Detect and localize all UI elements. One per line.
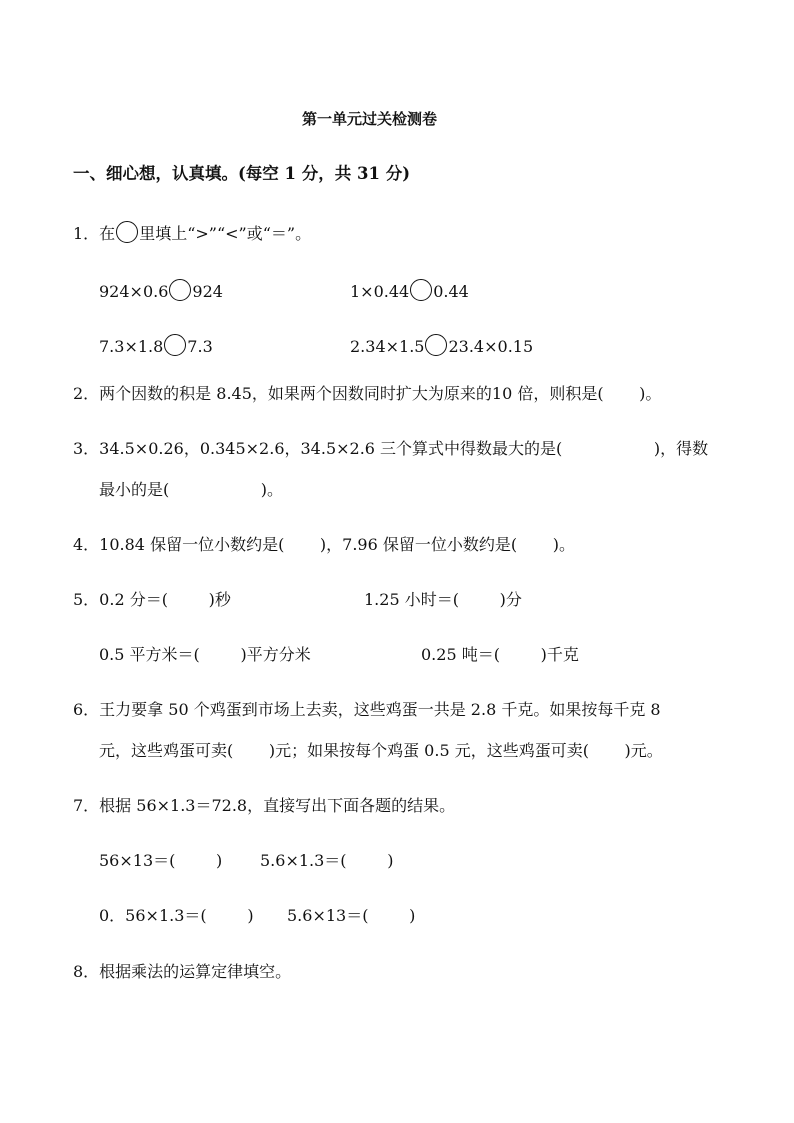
question-5b: 1.25 小时＝( )分 <box>364 590 522 609</box>
circle-blank[interactable] <box>116 221 138 243</box>
question-7c: 0．56×1.3＝( ) <box>99 906 254 925</box>
page-title: 第一单元过关检测卷 <box>302 110 438 128</box>
question-2: 2．两个因数的积是 8.45，如果两个因数同时扩大为原来的10 倍，则积是( )。 <box>73 384 662 403</box>
circle-blank[interactable] <box>410 279 432 301</box>
question-6-line1: 6．王力要拿 50 个鸡蛋到市场上去卖，这些鸡蛋一共是 2.8 千克。如果按每千克 8 <box>73 700 661 719</box>
section-heading: 一、细心想，认真填。(每空 1 分，共 31 分) <box>73 164 411 183</box>
compare-right: 924 <box>192 282 223 301</box>
question-1 <box>73 221 311 244</box>
circle-blank[interactable] <box>425 334 447 356</box>
compare-right: 7.3 <box>187 337 213 356</box>
compare-item <box>99 279 223 302</box>
circle-blank[interactable] <box>169 279 191 301</box>
compare-item <box>99 334 213 357</box>
question-7b: 5.6×1.3＝( ) <box>260 851 394 870</box>
compare-left: 1×0.44 <box>350 282 410 301</box>
compare-item <box>350 279 469 302</box>
q1-lead: 1．在 <box>73 224 116 243</box>
question-3-line1: 3．34.5×0.26，0.345×2.6，34.5×2.6 三个算式中得数最大的是( )，得数 <box>73 439 709 458</box>
question-5d: 0.25 吨＝( )千克 <box>421 645 579 664</box>
q1-tail: 里填上“>”“<”或“＝”。 <box>139 224 312 243</box>
compare-left: 2.34×1.5 <box>350 337 425 356</box>
compare-right: 23.4×0.15 <box>448 337 534 356</box>
compare-left: 924×0.6 <box>99 282 169 301</box>
compare-item <box>350 334 533 357</box>
question-6-line2: 元，这些鸡蛋可卖( )元；如果按每个鸡蛋 0.5 元，这些鸡蛋可卖( )元。 <box>99 741 663 760</box>
question-3-line2: 最小的是( )。 <box>99 480 284 499</box>
compare-left: 7.3×1.8 <box>99 337 164 356</box>
question-7a: 56×13＝( ) <box>99 851 223 870</box>
question-5c: 0.5 平方米＝( )平方分米 <box>99 645 311 664</box>
question-8: 8．根据乘法的运算定律填空。 <box>73 962 292 981</box>
question-5a: 5．0.2 分＝( )秒 <box>73 590 231 609</box>
question-7: 7．根据 56×1.3＝72.8，直接写出下面各题的结果。 <box>73 796 456 815</box>
question-7d: 5.6×13＝( ) <box>287 906 416 925</box>
question-4: 4．10.84 保留一位小数约是( )，7.96 保留一位小数约是( )。 <box>73 535 575 554</box>
compare-right: 0.44 <box>433 282 469 301</box>
circle-blank[interactable] <box>164 334 186 356</box>
